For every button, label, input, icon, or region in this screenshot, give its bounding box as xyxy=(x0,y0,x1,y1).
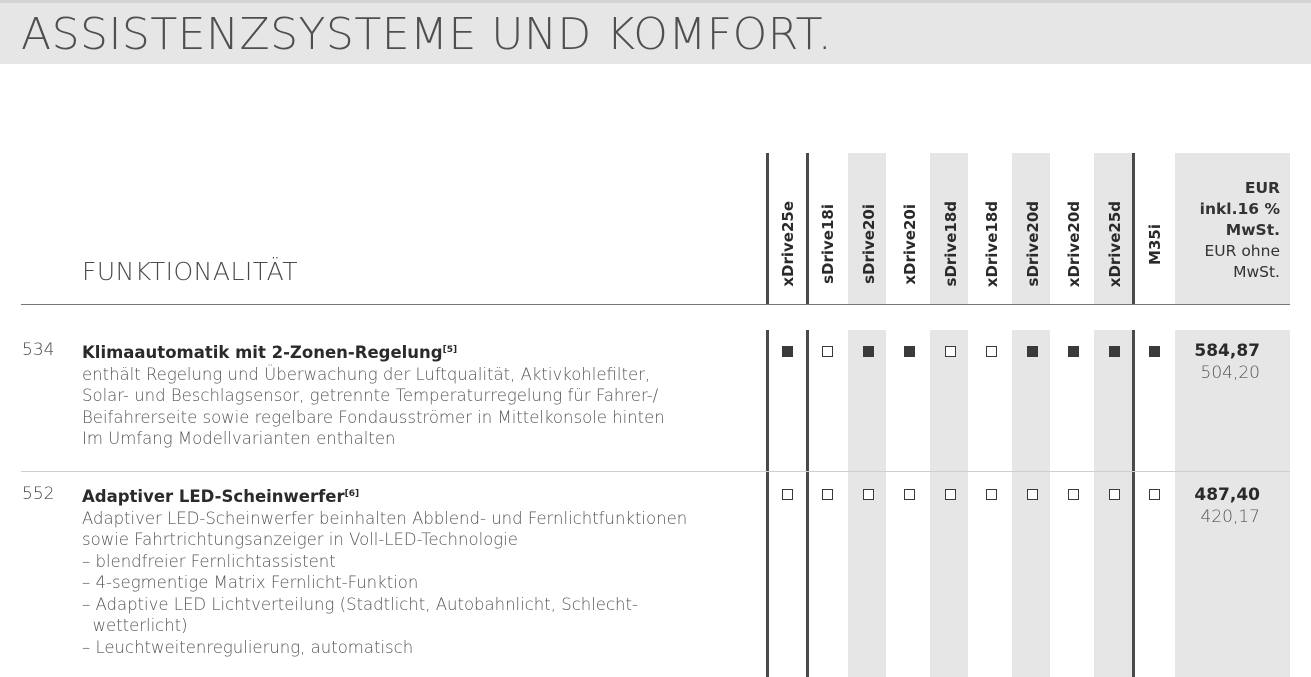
price-net: 504,20 xyxy=(1200,363,1260,383)
model-label: xDrive25d xyxy=(1106,200,1124,288)
model-label: sDrive20i xyxy=(860,204,878,284)
model-label: M35i xyxy=(1146,223,1164,265)
description-line: – Adaptive LED Lichtverteilung (Stadtlicht, Autobahnlicht, Schlecht- xyxy=(82,594,638,614)
standard-mark xyxy=(782,346,793,357)
model-header xyxy=(891,190,929,298)
standard-mark xyxy=(863,346,874,357)
price-header-line: EUR xyxy=(1244,179,1280,197)
option-mark xyxy=(782,489,793,500)
price-gross: 584,87 xyxy=(1194,341,1260,361)
option-mark xyxy=(986,346,997,357)
option-mark xyxy=(822,346,833,357)
model-header xyxy=(932,190,970,298)
description-line: – 4-segmentige Matrix Fernlicht-Funktion xyxy=(82,573,419,592)
model-header xyxy=(1136,190,1174,298)
price-header xyxy=(1175,178,1280,283)
model-label: sDrive18d xyxy=(942,201,960,287)
model-label: xDrive20i xyxy=(901,203,919,285)
option-price xyxy=(1175,340,1260,384)
price-net: 420,17 xyxy=(1200,507,1260,527)
model-header xyxy=(809,190,847,298)
title-bar xyxy=(0,0,1311,64)
model-header xyxy=(769,190,807,298)
header-rule xyxy=(21,304,1290,305)
description-line: Solar- und Beschlagsensor, getrennte Temperaturregelung für Fahrer-/ xyxy=(82,386,659,405)
option-description xyxy=(82,484,742,658)
standard-mark xyxy=(1068,346,1079,357)
model-header xyxy=(850,190,888,298)
model-header xyxy=(1055,190,1093,298)
option-mark xyxy=(904,489,915,500)
standard-mark xyxy=(1109,346,1120,357)
option-description xyxy=(82,340,742,450)
option-mark xyxy=(1109,489,1120,500)
price-gross: 487,40 xyxy=(1194,485,1260,505)
model-header xyxy=(1014,190,1052,298)
model-label: xDrive18d xyxy=(983,200,1001,288)
price-header-line: inkl.16 % xyxy=(1199,200,1280,218)
page-title: ASSISTENZSYSTEME UND KOMFORT. xyxy=(21,9,833,60)
option-name: Klimaautomatik mit 2-Zonen-Regelung xyxy=(82,343,443,362)
option-price xyxy=(1175,484,1260,528)
description-line: – blendfreier Fernlichtassistent xyxy=(82,551,336,571)
price-header-line: MwSt. xyxy=(1233,263,1280,281)
option-code: 552 xyxy=(22,484,55,504)
model-label: sDrive20d xyxy=(1024,201,1042,287)
description-line: Adaptiver LED-Scheinwerfer beinhalten Abblend- und Fernlichtfunktionen xyxy=(82,508,688,528)
option-mark xyxy=(986,489,997,500)
option-mark xyxy=(863,489,874,500)
description-line: Beifahrerseite sowie regelbare Fondausströmer in Mittelkonsole hinten xyxy=(82,407,665,427)
standard-mark xyxy=(1149,346,1160,357)
model-label: xDrive25e xyxy=(779,201,797,287)
model-label: sDrive18i xyxy=(819,204,837,284)
option-mark xyxy=(1068,489,1079,500)
model-label: xDrive20d xyxy=(1065,200,1083,288)
option-name: Adaptiver LED-Scheinwerfer xyxy=(82,487,345,506)
description-line: – Leuchtweitenregulierung, automatisch xyxy=(82,637,414,657)
price-header-line: EUR ohne xyxy=(1204,242,1280,260)
description-line: wetterlicht) xyxy=(82,616,188,635)
description-line: Im Umfang Modellvarianten enthalten xyxy=(82,429,396,448)
footnote-ref: [5] xyxy=(442,345,458,355)
option-mark xyxy=(1149,489,1160,500)
description-line: enthält Regelung und Überwachung der Luftqualität, Aktivkohlefilter, xyxy=(82,364,651,384)
model-header xyxy=(973,190,1011,298)
functionality-heading: FUNKTIONALITÄT xyxy=(82,257,299,286)
row-divider xyxy=(21,471,1290,472)
option-mark xyxy=(945,346,956,357)
model-header xyxy=(1096,190,1134,298)
price-header-line: MwSt. xyxy=(1225,221,1280,239)
option-code: 534 xyxy=(22,340,55,360)
description-line: sowie Fahrtrichtungsanzeiger in Voll-LED-Technologie xyxy=(82,530,518,549)
option-mark xyxy=(822,489,833,500)
option-mark xyxy=(945,489,956,500)
standard-mark xyxy=(904,346,915,357)
standard-mark xyxy=(1027,346,1038,357)
option-mark xyxy=(1027,489,1038,500)
header-gap xyxy=(0,305,1311,330)
footnote-ref: [6] xyxy=(344,489,360,499)
